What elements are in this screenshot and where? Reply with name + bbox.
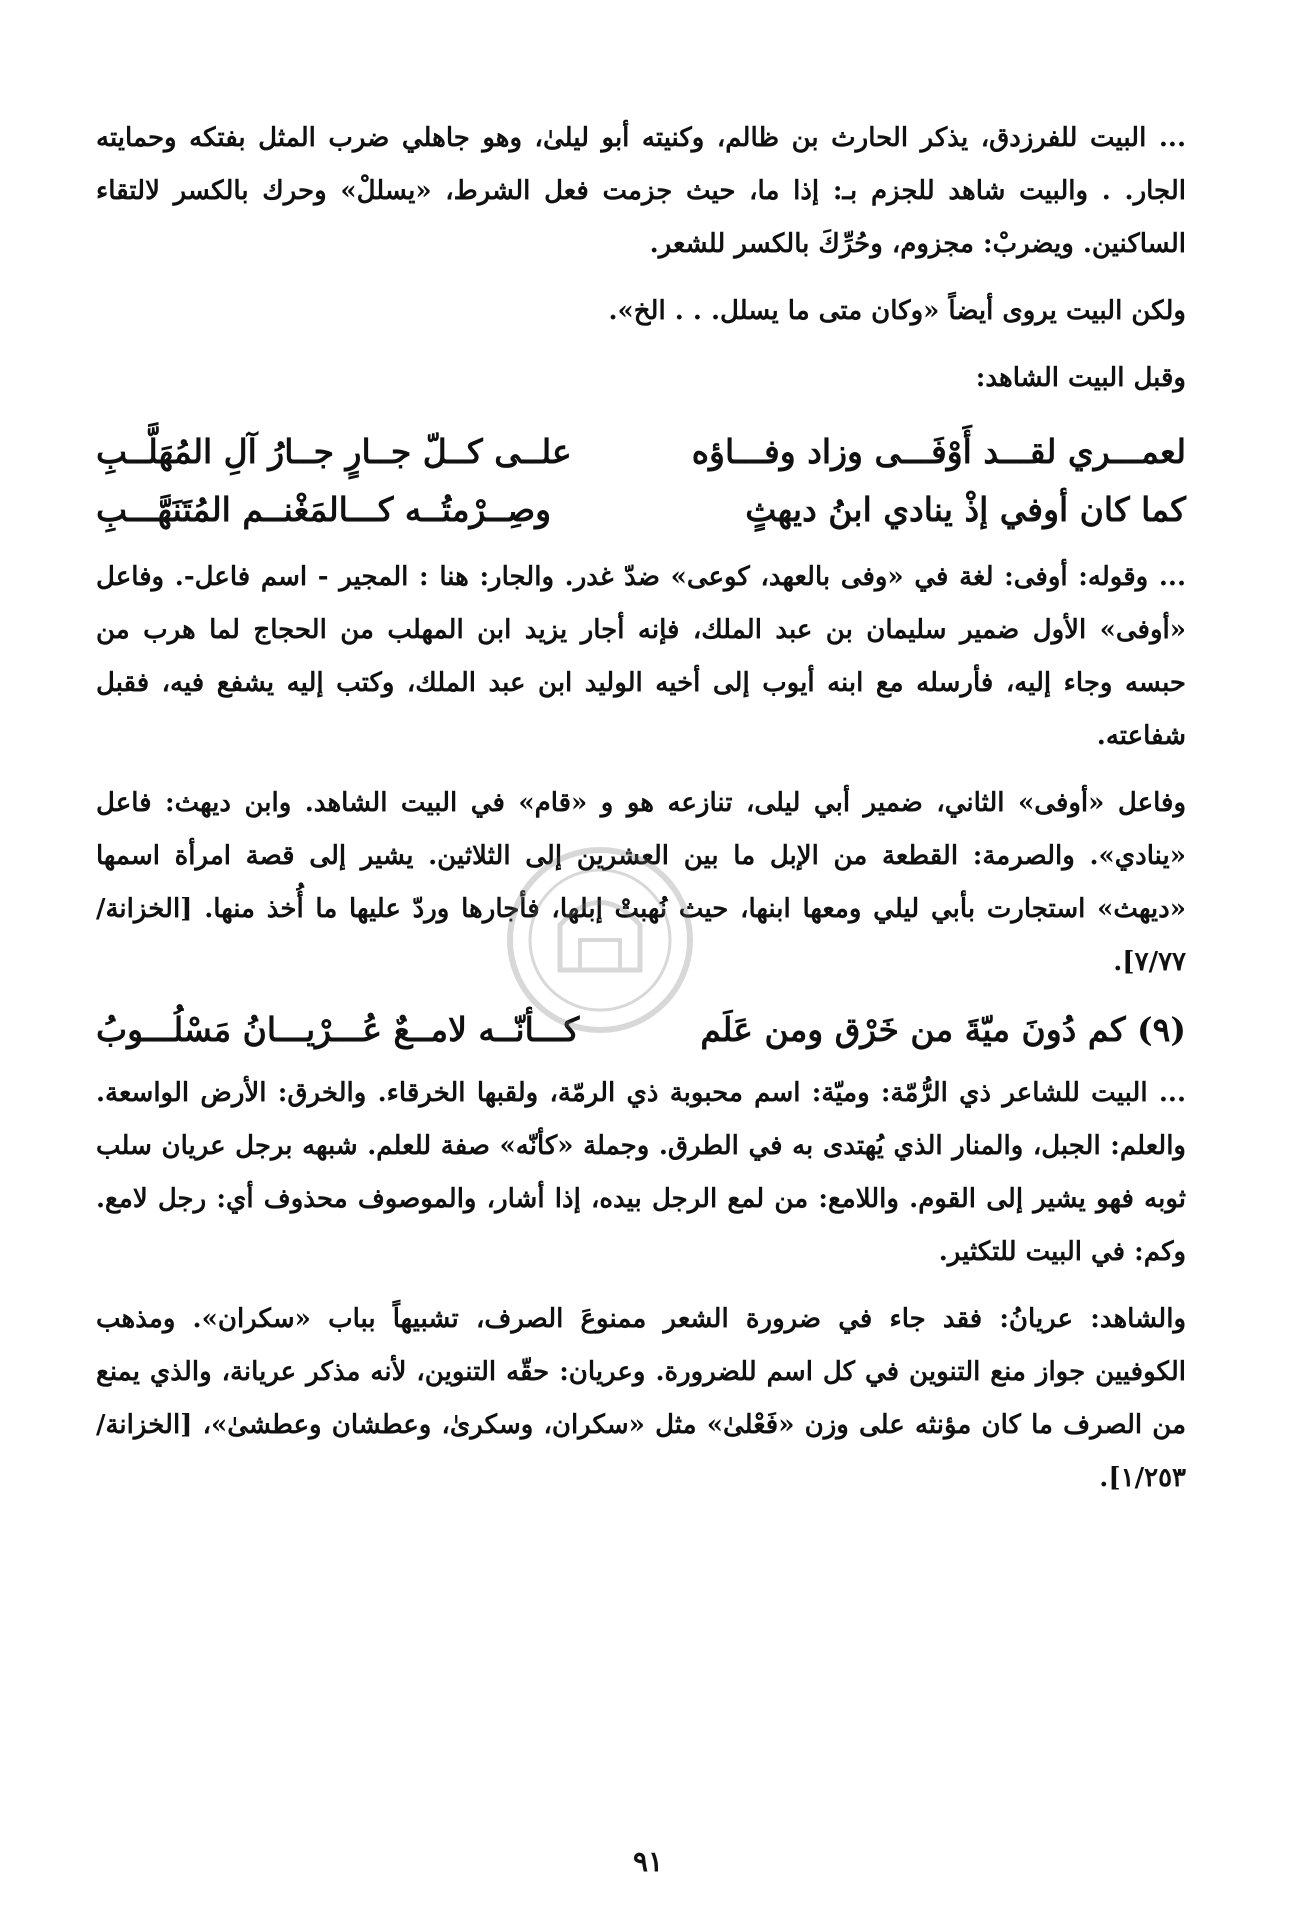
paragraph-shahid-explanation: والشاهد: عريانُ: فقد جاء في ضرورة الشعر ممنوعَ الصرف، تشبيهاً بباب «سكران». ومذهب الكوفيين جواز منع التنوين في كل اسم للضرورة. وعريان: حقّه التنوين، لأنه مذكر عريانة، والذي يمنع من الصرف ما كان مؤنثه على وزن «فَعْلىٰ» مثل «سكران، وسكرىٰ، وعطشان وعطشىٰ»، [الخزانة/١/٢٥٣]. bbox=[96, 1304, 1186, 1493]
paragraph-farazdaq-note: ... البيت للفرزدق، يذكر الحارث بن ظالم، وكنيته أبو ليلىٰ، وهو جاهلي ضرب المثل بفتكه وحمايته الجار. . والبيت شاهد للجزم بـ: إذا ما، حيث جزمت فعل الشرط، «يسللْ» وحرك بالكسر لالتقاء الساكنين. ويضربْ: مجزوم، وحُرِّكَ بالكسر للشعر. bbox=[96, 123, 1186, 259]
paragraph-alternate-narration: ولكن البيت يروى أيضاً «وكان متى ما يسلل. . . الخ». bbox=[608, 296, 1186, 326]
poem-preceding-verses bbox=[96, 423, 1186, 539]
poem-line-2-second-hemistich: وصِــرْمتُــه كـــالمَغْنــم المُتَنَهَّـــبِ bbox=[96, 490, 552, 529]
paragraph-commentary-subject: وفاعل «أوفى» الثاني، ضمير أبي ليلى، تنازعه هو و «قام» في البيت الشاهد. وابن ديهث: فاعل «ينادي». والصرمة: القطعة من الإبل ما بين العشرين إلى الثلاثين. يشير إلى قصة امرأة اسمها «ديهث» استجارت بأبي ليلي ومعها ابنها، حيث نُهبتْ إبلها، فأجارها وردّ عليها ما أُخذ منها. [الخزانة/٧/٧٧]. bbox=[96, 788, 1186, 977]
verse-9-first-hemistich: (٩) كم دُونَ ميّةَ من خَرْق ومن عَلَم bbox=[700, 1010, 1186, 1049]
poem-line-1-first-hemistich: لعمـــري لقـــد أَوْفَـــى وزاد وفـــاؤه bbox=[691, 432, 1186, 471]
verse-9-second-hemistich: كـــأنّــه لامــعٌ عُـــرْيـــانُ مَسْلُـــوبُ bbox=[96, 1010, 580, 1049]
poem-line-2 bbox=[96, 481, 1186, 539]
poem-line-1-second-hemistich: علــى كــلّ جــارٍ جــارُ آلِ المُهَلَّــبِ bbox=[96, 432, 572, 471]
page-number: ٩١ bbox=[632, 1845, 664, 1878]
paragraph-preceding-verse-intro: وقبل البيت الشاهد: bbox=[975, 363, 1186, 393]
paragraph-commentary-awfa: ... وقوله: أوفى: لغة في «وفى بالعهد، كوعى» ضدّ غدر. والجار: هنا : المجير - اسم فاعل-. وفاعل «أوفى» الأول ضمير سليمان بن عبد الملك، فإنه أجار يزيد ابن المهلب من الحجاج لما هرب من حبسه وجاء إليه، فأرسله مع ابنه أيوب إلى أخيه الوليد ابن عبد الملك، وكتب إليه يشفع فيه، فقبل شفاعته. bbox=[96, 562, 1186, 751]
paragraph-dhu-rumma-note: ... البيت للشاعر ذي الرُّمّة: وميّة: اسم محبوبة ذي الرمّة، ولقبها الخرقاء. والخرق: الأرض الواسعة. والعلم: الجبل، والمنار الذي يُهتدى به في الطرق. وجملة «كأنّه» صفة للعلم. شبهه برجل عريان سلب ثوبه فهو يشير إلى القوم. واللامع: من لمع الرجل بيده، إذا أشار، والموصوف محذوف أي: رجل لامع. وكم: في البيت للتكثير. bbox=[96, 1078, 1186, 1267]
poem-line-1 bbox=[96, 423, 1186, 481]
poem-line-2-first-hemistich: كما كان أوفي إذْ ينادي ابنُ ديهثٍ bbox=[745, 490, 1186, 529]
library-seal-watermark-icon bbox=[500, 840, 700, 1040]
